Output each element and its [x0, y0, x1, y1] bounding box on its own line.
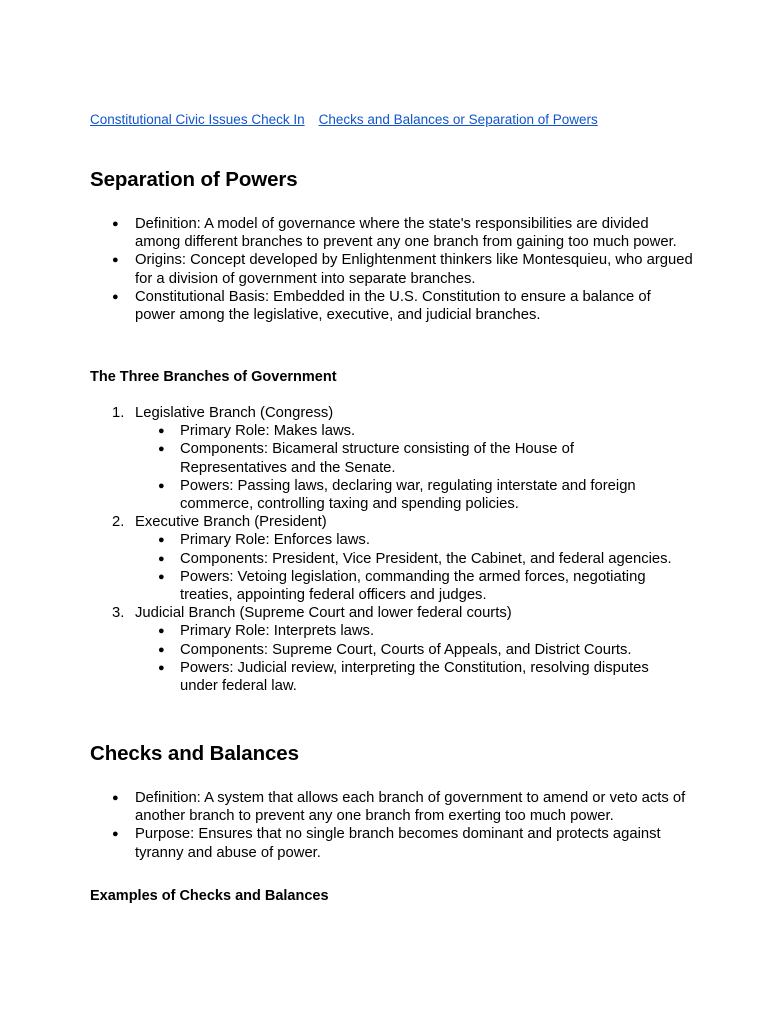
separation-list — [90, 215, 695, 324]
checks-heading: Checks and Balances — [90, 742, 299, 765]
branch-label: Executive Branch (President) — [135, 514, 327, 531]
list-item: ● Definition: A system that allows each branch of government to amend or veto acts of another branch to prevent any one branch from exerting too much power. — [90, 789, 695, 825]
branches-heading: The Three Branches of Government — [90, 369, 337, 385]
civic-issues-link[interactable]: Constitutional Civic Issues Check In — [90, 112, 305, 127]
list-item: ● Definition: A model of governance where the state's responsibilities are divided among different branches to prevent any one branch from gaining too much power. — [90, 215, 695, 251]
list-item: ● Constitutional Basis: Embedded in the U.S. Constitution to ensure a balance of power among the legislative, executive, and judicial branches. — [90, 288, 695, 324]
branch-label: Judicial Branch (Supreme Court and lower federal courts) — [135, 605, 512, 622]
branch-legislative — [90, 404, 695, 513]
checks-balances-link[interactable]: Checks and Balances or Separation of Powers — [318, 112, 598, 127]
list-number: 2. — [112, 514, 125, 531]
list-item: ● Powers: Passing laws, declaring war, regulating interstate and foreign commerce, controlling taxing and spending policies. — [135, 477, 680, 513]
list-item: ● Powers: Vetoing legislation, commanding the armed forces, negotiating treaties, appointing federal officers and judges. — [135, 568, 680, 604]
branch-label: Legislative Branch (Congress) — [135, 405, 334, 421]
list-item: ● Components: Bicameral structure consisting of the House of Representatives and the Senate. — [135, 440, 680, 476]
list-item: ● Purpose: Ensures that no single branch becomes dominant and protects against tyranny and abuse of power. — [90, 825, 695, 861]
branch-sublist — [135, 531, 695, 604]
examples-heading: Examples of Checks and Balances — [90, 888, 329, 904]
link-bar — [90, 112, 598, 127]
branch-sublist — [135, 622, 695, 695]
branches-list — [90, 404, 695, 695]
list-number: 1. — [112, 405, 125, 421]
list-number: 3. — [112, 605, 125, 622]
list-item: ● Origins: Concept developed by Enlightenment thinkers like Montesquieu, who argued for a division of government into separate branches. — [90, 251, 695, 287]
branch-sublist — [135, 422, 695, 513]
list-item: ● Components: President, Vice President, the Cabinet, and federal agencies. — [135, 550, 680, 568]
separation-heading: Separation of Powers — [90, 168, 298, 191]
checks-list — [90, 789, 695, 862]
list-item: ● Primary Role: Makes laws. — [135, 422, 680, 440]
branch-executive — [90, 513, 695, 604]
list-item: ● Powers: Judicial review, interpreting the Constitution, resolving disputes under federal law. — [135, 659, 680, 695]
branch-judicial — [90, 604, 695, 695]
list-item: ● Primary Role: Interprets laws. — [135, 622, 680, 640]
list-item: ● Primary Role: Enforces laws. — [135, 531, 680, 549]
list-item: ● Components: Supreme Court, Courts of Appeals, and District Courts. — [135, 641, 680, 659]
